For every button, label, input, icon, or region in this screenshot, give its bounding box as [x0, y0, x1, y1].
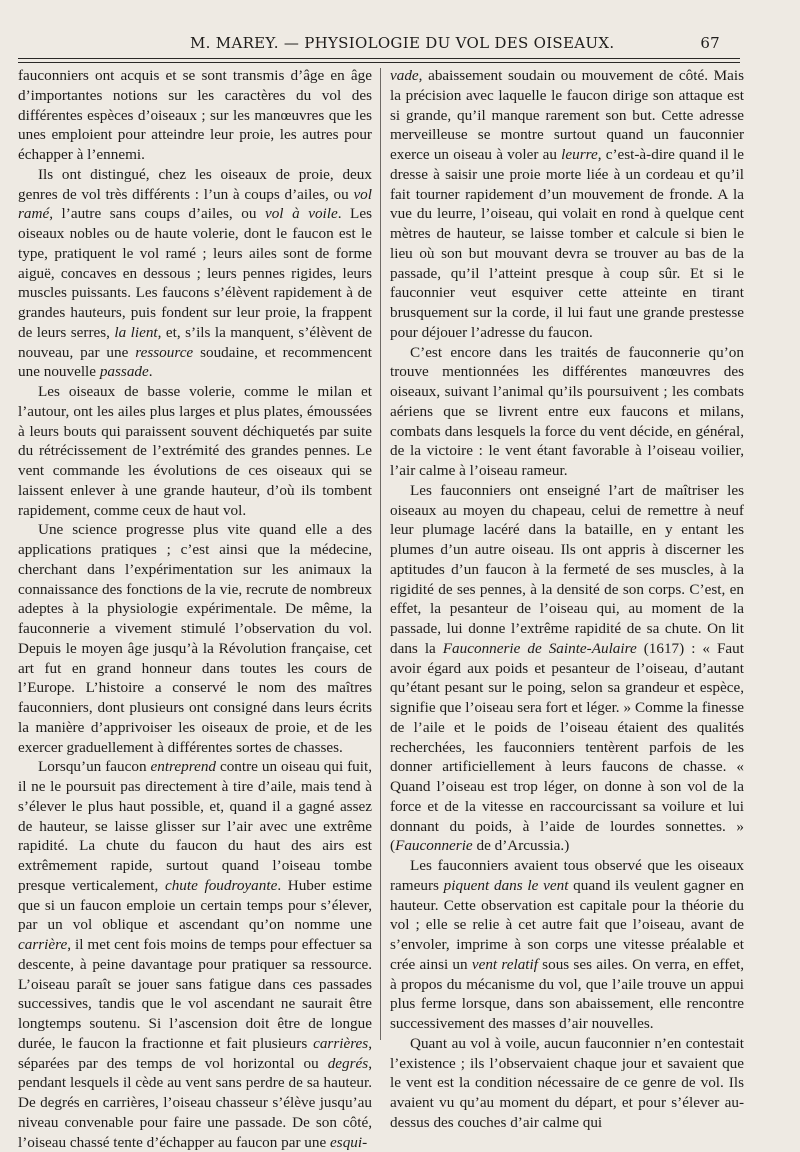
right-column: [390, 66, 744, 1133]
paragraph: [390, 1034, 744, 1133]
paragraph: [390, 66, 744, 343]
paragraph: [18, 757, 372, 1152]
italic-text: Fauconnerie: [395, 837, 473, 855]
text-run: Ils ont distingué, chez les oiseaux de proie, deux genres de vol très différents : l’un à coups d’ailes, ou: [18, 165, 372, 203]
text-run: , pendant lesquels il cède au vent sans perdre de sa hauteur. De degrés en carrières, l’oiseau chasseur s’élève jusqu’au niveau convenable pour faire une passade. De son côté, l’oiseau chassé tente d’échapper au faucon par une: [18, 1054, 372, 1151]
text-run: Les fauconniers avaient tous observé que les oiseaux rameurs: [390, 857, 744, 894]
running-title: M. MAREY. — PHYSIOLOGIE DU VOL DES OISEAUX.: [190, 34, 615, 52]
text-run: contre un oiseau qui fuit, il ne le poursuit pas directement à tire d’aile, mais tend à s’élever le plus haut possible, et, quand il a gagné assez de hauteur, se laisse glisser sur l’air avec une extrême rapidité. La chute du faucon du haut des airs est extrêmement rapide, surtout quand l’oiseau tombe presque verticalement,: [18, 758, 372, 894]
header-rule-top: [18, 58, 740, 59]
italic-text: leurre: [561, 146, 598, 163]
italic-text: passade: [99, 363, 149, 381]
left-column: [18, 66, 372, 1152]
italic-text: vade: [390, 67, 419, 84]
text-run: . Les oiseaux nobles ou de haute volerie, dont le faucon est le type, pratiquent le vol ramé ; leurs ailes sont de forme aiguë, concaves en dessous ; leurs pennes rigides, leurs muscles puissants. Les faucons s’élèvent rapidement à de grandes hauteurs, puis fondent sur leur proie, la frappent de leurs serres,: [18, 205, 372, 341]
italic-text: chute foudroyante: [164, 876, 278, 894]
paragraph: [18, 520, 372, 757]
text-run: Une science progresse plus vite quand elle a des applications pratiques ; c’est ainsi que la médecine, cherchant dans l’expérimentation sur les animaux la connaissance des fonctions de la vie, recrute de nombreux adeptes à la physiologie expérimentale. De même, la fauconnerie a vivement stimulé l’observation du vol. Depuis le moyen âge jusqu’à la Révolution française, cet art fut en grand honneur dans toutes les cours de l’Europe. L’histoire a conservé le nom des maîtres fauconniers, dont plusieurs ont consigné dans leurs écrits la manière d’apprivoiser les oiseaux de proie, et de les exercer graduellement à différentes sortes de chasses.: [18, 521, 372, 756]
italic-text: entreprend: [150, 758, 217, 776]
text-run: Lorsqu’un faucon: [38, 758, 151, 776]
text-run: , et, s’ils la manquent, s’élèvent de nouveau, par une: [18, 323, 373, 361]
text-run: Quant au vol à voile, aucun fauconnier n’en contestait l’existence ; ils l’observaient chaque jour et savaient que le vent est la condition nécessaire de ce genre de vol. Ils avaient vu qu’au moment du départ, et pour s’élever au-dessus des couches d’air calme qui: [390, 1034, 744, 1131]
text-run: soudaine, et recommencent une nouvelle: [18, 343, 372, 381]
text-run: Les oiseaux de basse volerie, comme le milan et l’autour, ont les ailes plus larges et plus plates, émoussées à leurs bouts qui paraissent souvent déchiquetés par suite du rétrécissement de l’extrémité des grandes pennes. Le vent commande les évolutions de ces oiseaux qui se laissent enlever à une grande hauteur, d’où ils tombent rapidement, comme ceux de haut vol.: [18, 383, 372, 519]
paragraph: [18, 66, 372, 165]
text-run: Les fauconniers ont enseigné l’art de maîtriser les oiseaux au moyen du chapeau, celui de remettre à neuf leur plumage lacéré dans la bataille, en y entant les plumes d’un autre oiseau. Ils ont appris à discerner les aptitudes d’un faucon à la fermeté de ses muscles, à la rigidité de ses pennes, à la densité de son corps. C’est, en effet, la pesanteur de l’oiseau qui, au moment de la passade, lui donne l’extrême rapidité de sa chute. On lit dans la: [390, 481, 744, 657]
text-run: . Huber estime que si un faucon emploie un certain temps pour s’élever, par un vol oblique et ascendant qu’on nomme une: [18, 876, 372, 934]
text-run: , séparées par des temps de vol horizontal ou: [18, 1034, 372, 1072]
text-run: (1617) : « Faut avoir égard aux poids et pesanteur de l’oiseau, d’autant qu’étant pesant sur le poing, selon sa grandeur et espèce, signifie que l’oiseau sera fort et léger. » Comme la finesse de l’aile et le poids de l’oiseau étaient des qualités recherchées, les fauconniers tentèrent parfois de les donner artificiellement à leurs faucons de chasse. « Quand l’oiseau est trop léger, on donne à son vol de la force et de la vitesse en raccourcissant sa voilure et lui donnant du poids, à l’aide de lourdes sonnettes. » (: [390, 639, 744, 855]
italic-text: la lient: [114, 323, 158, 341]
italic-text: Fauconnerie de Sainte-Aulaire: [442, 639, 637, 657]
text-run: fauconniers ont acquis et se sont transmis d’âge en âge d’importantes notions sur les caractères du vol des différentes espèces d’oiseaux ; sur les manœuvres que les unes emploient pour atteindre leur proie, les autres pour échapper à l’ennemi.: [18, 67, 372, 163]
text-run: de d’Arcussia.): [472, 837, 570, 855]
italic-text: carrière: [18, 936, 68, 953]
text-run: , c’est-à-dire quand il le dresse à saisir une proie morte liée à un cordeau et qu’il fait tourner rapidement d’un mouvement de fronde. A la vue du leurre, l’oiseau, qui volait en rond à quelque cent mètres de hauteur, se laisse tomber et calcule si bien le lieu où son but mouvant devra se trouver au bas de la passade, qu’il l’atteint presque à coup sûr. Et si le fauconnier veut esquiver cette atteinte en tirant brusquement sur la corde, il lui faut une grande prestesse pour déjouer l’adresse du faucon.: [390, 146, 744, 341]
paragraph: [18, 165, 372, 382]
page-number: 67: [700, 34, 720, 52]
header-rule-bottom: [18, 62, 740, 63]
text-run: , abaissement soudain ou mouvement de côté. Mais la précision avec laquelle le faucon dirige son attaque est si grande, qu’il manque rarement son but. Cette adresse merveilleuse se montre surtout quand un fauconnier exerce un oiseau à voler au: [390, 67, 744, 163]
paragraph: [390, 343, 744, 481]
italic-text: vent relatif: [471, 955, 538, 973]
text-run: C’est encore dans les traités de fauconnerie qu’on trouve mentionnées les différentes manœuvres des oiseaux, suivant l’animal qu’ils poursuivent ; les combats aériens que se livrent entre eux faucons et milans, combats dans lesquels la force du vent décide, en général, de la victoire : le vent étant favorable à l’oiseau voilier, l’air calme à l’oiseau rameur.: [390, 343, 744, 479]
italic-text: ressource: [135, 343, 194, 361]
column-divider: [380, 68, 381, 1040]
text-run: .: [148, 363, 153, 381]
page-header: [0, 30, 800, 56]
paragraph: [390, 856, 744, 1034]
text-run: , l’autre sans coups d’ailes, ou: [49, 205, 265, 223]
italic-text: vol ramé: [18, 185, 372, 223]
paragraph: [390, 481, 744, 856]
text-run: quand ils veulent gagner en hauteur. Cette observation est capitale pour la théorie du vol ; elle se relie à cet autre fait que l’oiseau, avant de s’envoler, imprime à son corps une vitesse préalable et crée ainsi un: [390, 876, 744, 973]
text-run: , il met cent fois moins de temps pour effectuer sa descente, à peine davantage pour pratiquer sa ressource. L’oiseau paraît se jouer sans fatigue dans ces passades successives, tandis que le vol ascendant ne saurait être longtemps soutenu. Si l’ascension doit être de longue durée, le faucon la fractionne et fait plusieurs: [18, 936, 372, 1052]
paragraph: [18, 382, 372, 520]
italic-text: esqui-: [330, 1133, 368, 1151]
italic-text: vol à voile: [264, 205, 338, 223]
italic-text: piquent dans le vent: [443, 876, 569, 894]
italic-text: carrières: [313, 1034, 369, 1052]
text-run: sous ses ailes. On verra, en effet, à propos du mécanisme du vol, que l’aile trouve un appui plus ferme lorsque, dans son abaissement, elle rencontre successivement des masses d’air nouvelles.: [390, 955, 745, 1032]
italic-text: degrés: [327, 1054, 369, 1072]
